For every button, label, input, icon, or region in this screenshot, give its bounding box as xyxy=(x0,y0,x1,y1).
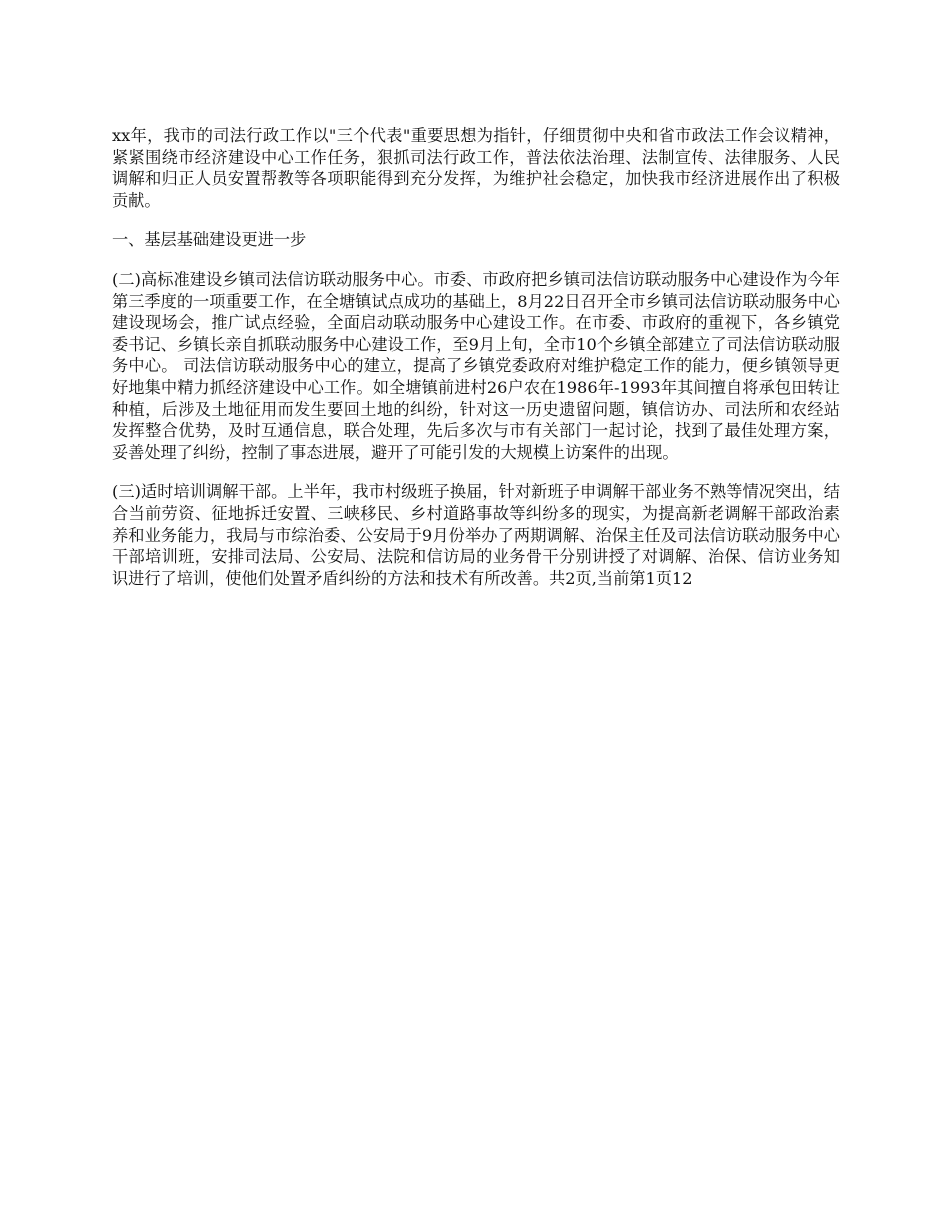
paragraph-township-center: (二)高标准建设乡镇司法信访联动服务中心。市委、市政府把乡镇司法信访联动服务中心建设作为今年第三季度的一项重要工作，在全塘镇试点成功的基础上，8月22日召开全市乡镇司法信访联动服务中心建设现场会，推广试点经验，全面启动联动服务中心建设工作。在市委、市政府的重视下，各乡镇党委书记、乡镇长亲自抓联动服务中心建设工作，至9月上旬，全市10个乡镇全部建立了司法信访联动服务中心。 司法信访联动服务中心的建立，提高了乡镇党委政府对维护稳定工作的能力，便乡镇领导更好地集中精力抓经济建设中心工作。如全塘镇前进村26户农在1986年-1993年其间擅自将承包田转让种植，后涉及土地征用而发生要回土地的纠纷，针对这一历史遗留问题，镇信访办、司法所和农经站发挥整合优势，及时互通信息，联合处理，先后多次与市有关部门一起讨论，找到了最佳处理方案，妥善处理了纠纷，控制了事态进展，避开了可能引发的大规模上访案件的出现。 xyxy=(112,269,840,462)
paragraph-mediator-training: (三)适时培训调解干部。上半年，我市村级班子换届，针对新班子申调解干部业务不熟等情况突出，结合当前劳资、征地拆迁安置、三峡移民、乡村道路事故等纠纷多的现实，为提高新老调解干部政治素养和业务能力，我局与市综治委、公安局于9月份举办了两期调解、治保主任及司法信访联动服务中心干部培训班，安排司法局、公安局、法院和信访局的业务骨干分别讲授了对调解、治保、信访业务知识进行了培训，使他们处置矛盾纠纷的方法和技术有所改善。共2页,当前第1页12 xyxy=(112,482,840,588)
document-body xyxy=(112,125,840,607)
intro-paragraph: xx年，我市的司法行政工作以"三个代表"重要思想为指针，仔细贯彻中央和省市政法工作会议精神，紧紧围绕市经济建设中心工作任务，狠抓司法行政工作，普法依法治理、法制宣传、法律服务、人民调解和归正人员安置帮教等各项职能得到充分发挥，为维护社会稳定，加快我市经济进展作出了积极贡献。 xyxy=(112,126,840,210)
section-heading: 一、基层基础建设更进一步 xyxy=(112,230,307,250)
